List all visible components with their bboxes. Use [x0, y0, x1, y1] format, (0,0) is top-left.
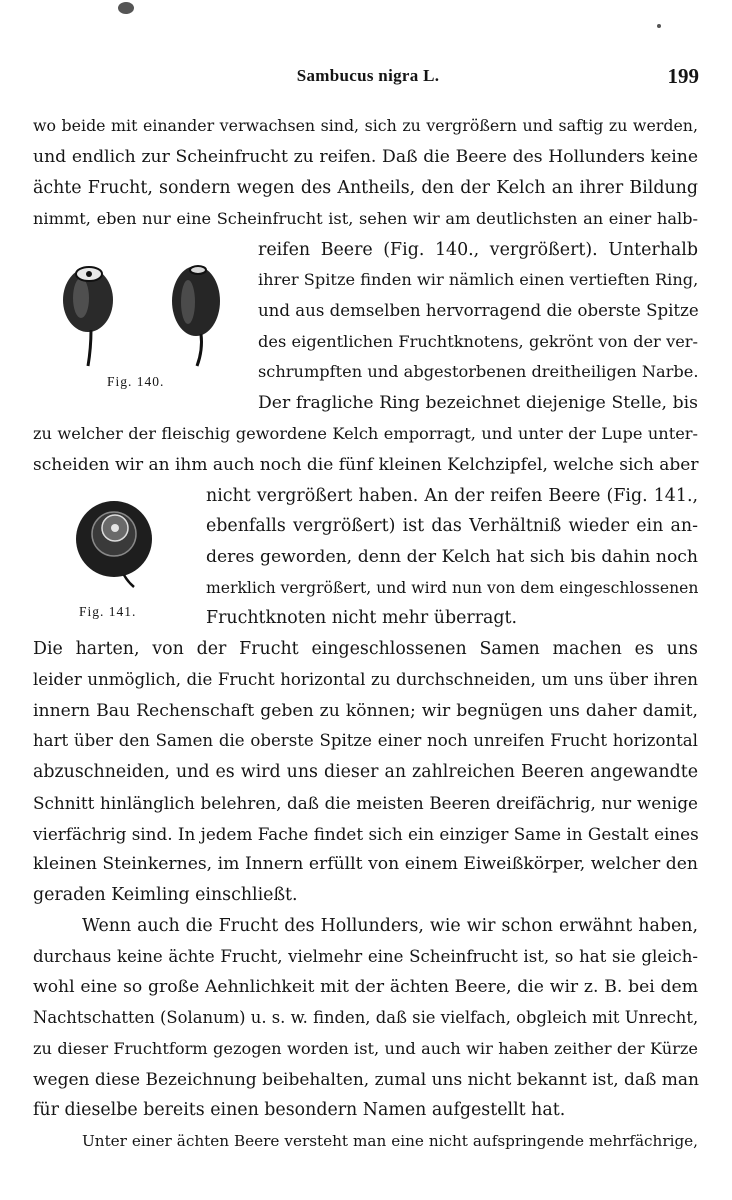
text-line: wo beide mit einander verwachsen sind, sich zu vergrößern und saftig zu werden, [33, 116, 698, 135]
text-line: kleinen Steinkernes, im Innern erfüllt von einem Eiweißkörper, welcher den [33, 854, 698, 874]
text-line: wohl eine so große Aehnlichkeit mit der ächten Beere, die wir z. B. bei dem [33, 977, 698, 997]
berry-left-icon [63, 267, 113, 366]
text-line: geraden Keimling einschließt. [33, 885, 298, 905]
page-number: 199 [667, 64, 699, 88]
text-line: des eigentlichen Fruchtknotens, gekrönt von der ver- [258, 332, 698, 351]
ripe-berry-icon [76, 501, 152, 587]
text-line: deres geworden, denn der Kelch hat sich bis dahin noch [206, 547, 698, 567]
text-line: und endlich zur Scheinfrucht zu reifen. Daß die Beere des Hollunders keine [33, 147, 698, 167]
text-line: hart über den Samen die oberste Spitze einer noch unreifen Frucht horizontal [33, 731, 698, 750]
text-line: reifen Beere (Fig. 140., vergrößert). Unterhalb [258, 240, 698, 260]
text-line: Unter einer ächten Beere versteht man eine nicht aufspringende mehrfächrige, [82, 1132, 698, 1150]
running-header: Sambucus nigra L. [296, 66, 440, 85]
text-line: Nachtschatten (Solanum) u. s. w. finden, daß sie vielfach, obgleich mit Unrecht, [33, 1008, 699, 1027]
text-line: durchaus keine ächte Frucht, vielmehr eine Scheinfrucht ist, so hat sie gleich- [33, 947, 698, 966]
text-line: nicht vergrößert haben. An der reifen Beere (Fig. 141., [206, 486, 698, 506]
text-line: Der fragliche Ring bezeichnet diejenige Stelle, bis [258, 393, 698, 413]
text-line: schrumpften und abgestorbenen dreitheiligen Narbe. [258, 362, 699, 381]
figure-141-illustration [74, 498, 156, 590]
ink-speck [657, 24, 661, 28]
text-line: Fruchtknoten nicht mehr überragt. [206, 608, 518, 628]
figure-140-illustration [55, 258, 235, 370]
ink-speck [118, 2, 134, 14]
text-line: innern Bau Rechenschaft geben zu können; wir begnügen uns daher damit, [33, 701, 698, 721]
text-line: leider unmöglich, die Frucht horizontal zu durchschneiden, um uns über ihren [33, 670, 698, 689]
text-line: scheiden wir an ihm auch noch die fünf kleinen Kelchzipfel, welche sich aber [33, 455, 699, 475]
text-line: nimmt, eben nur eine Scheinfrucht ist, sehen wir am deutlichsten an einer halb- [33, 209, 698, 228]
berry-right-icon [172, 266, 220, 366]
text-line: abzuschneiden, und es wird uns dieser an zahlreichen Beeren angewandte [33, 762, 698, 782]
figure-140-caption: Fig. 140. [107, 374, 165, 389]
text-line: Schnitt hinlänglich belehren, daß die meisten Beeren dreifächrig, nur wenige [33, 793, 698, 813]
figure-141-caption: Fig. 141. [79, 604, 137, 619]
text-line: für dieselbe bereits einen besondern Namen aufgestellt hat. [33, 1100, 566, 1120]
text-line: ihrer Spitze finden wir nämlich einen vertieften Ring, [258, 270, 699, 289]
text-line: zu dieser Fruchtform gezogen worden ist, und auch wir haben zeither der Kürze [33, 1039, 698, 1058]
text-line: merklich vergrößert, und wird nun von dem eingeschlossenen [206, 579, 699, 597]
text-line: ebenfalls vergrößert) ist das Verhältniß wieder ein an- [206, 516, 698, 536]
text-line: und aus demselben hervorragend die oberste Spitze [258, 301, 699, 320]
text-line: Wenn auch die Frucht des Hollunders, wie wir schon erwähnt haben, [82, 916, 698, 936]
text-line: vierfächrig sind. In jedem Fache findet sich ein einziger Same in Gestalt eines [33, 824, 699, 844]
text-line: wegen diese Bezeichnung beibehalten, zumal uns nicht bekannt ist, daß man [33, 1070, 699, 1090]
text-line: Die harten, von der Frucht eingeschlossenen Samen machen es uns [33, 639, 698, 659]
text-line: zu welcher der fleischig gewordene Kelch emporragt, und unter der Lupe unter- [33, 424, 698, 443]
text-line: ächte Frucht, sondern wegen des Antheils, den der Kelch an ihrer Bildung [33, 178, 698, 198]
